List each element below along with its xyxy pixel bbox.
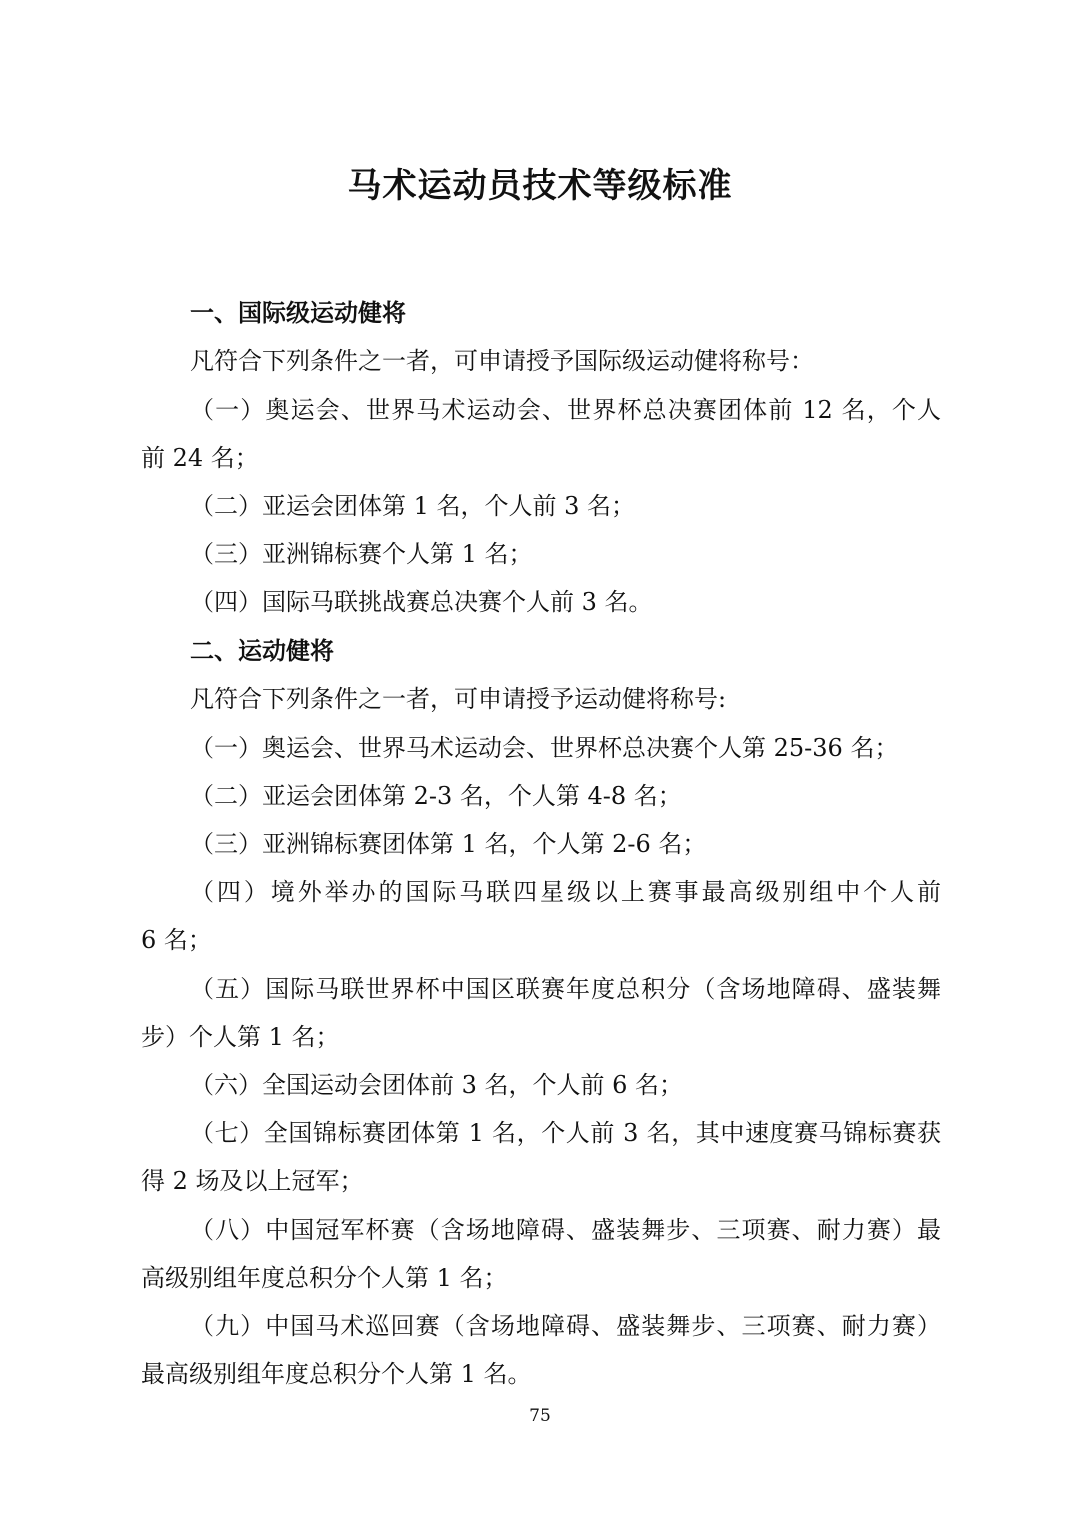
section-heading: 二、运动健将 (190, 637, 334, 665)
list-item-continuation: 得 2 场及以上冠军； (141, 1167, 364, 1195)
list-item: （六）全国运动会团体前 3 名，个人前 6 名； (190, 1071, 684, 1099)
page-title: 马术运动员技术等级标准 (347, 166, 733, 206)
section-intro: 凡符合下列条件之一者，可申请授予国际级运动健将称号： (190, 347, 814, 375)
list-item: （九）中国马术巡回赛（含场地障碍、盛装舞步、三项赛、耐力赛） (190, 1312, 941, 1340)
list-item-continuation: 步）个人第 1 名； (141, 1023, 340, 1051)
list-item: （七）全国锦标赛团体第 1 名，个人前 3 名，其中速度赛马锦标赛获 (190, 1119, 941, 1147)
list-item: （八）中国冠军杯赛（含场地障碍、盛装舞步、三项赛、耐力赛）最 (190, 1216, 941, 1244)
list-item-continuation: 6 名； (141, 926, 212, 954)
list-item-continuation: 前 24 名； (141, 444, 259, 472)
list-item: （三）亚洲锦标赛团体第 1 名，个人第 2-6 名； (190, 830, 707, 858)
list-item: （四）境外举办的国际马联四星级以上赛事最高级别组中个人前 (190, 878, 941, 906)
page-number: 75 (529, 1406, 551, 1426)
list-item: （二）亚运会团体第 2-3 名，个人第 4-8 名； (190, 782, 682, 810)
list-item: （二）亚运会团体第 1 名，个人前 3 名； (190, 492, 636, 520)
list-item: （四）国际马联挑战赛总决赛个人前 3 名。 (190, 588, 653, 616)
section-intro: 凡符合下列条件之一者，可申请授予运动健将称号: (190, 685, 727, 713)
list-item: （一）奥运会、世界马术运动会、世界杯总决赛个人第 25-36 名； (190, 734, 899, 762)
list-item: （一）奥运会、世界马术运动会、世界杯总决赛团体前 12 名，个人 (190, 396, 941, 424)
list-item-continuation: 最高级别组年度总积分个人第 1 名。 (141, 1360, 532, 1388)
list-item: （三）亚洲锦标赛个人第 1 名； (190, 540, 533, 568)
section-heading: 一、国际级运动健将 (190, 299, 406, 327)
list-item-continuation: 高级别组年度总积分个人第 1 名； (141, 1264, 508, 1292)
list-item: （五）国际马联世界杯中国区联赛年度总积分（含场地障碍、盛装舞 (190, 975, 941, 1003)
